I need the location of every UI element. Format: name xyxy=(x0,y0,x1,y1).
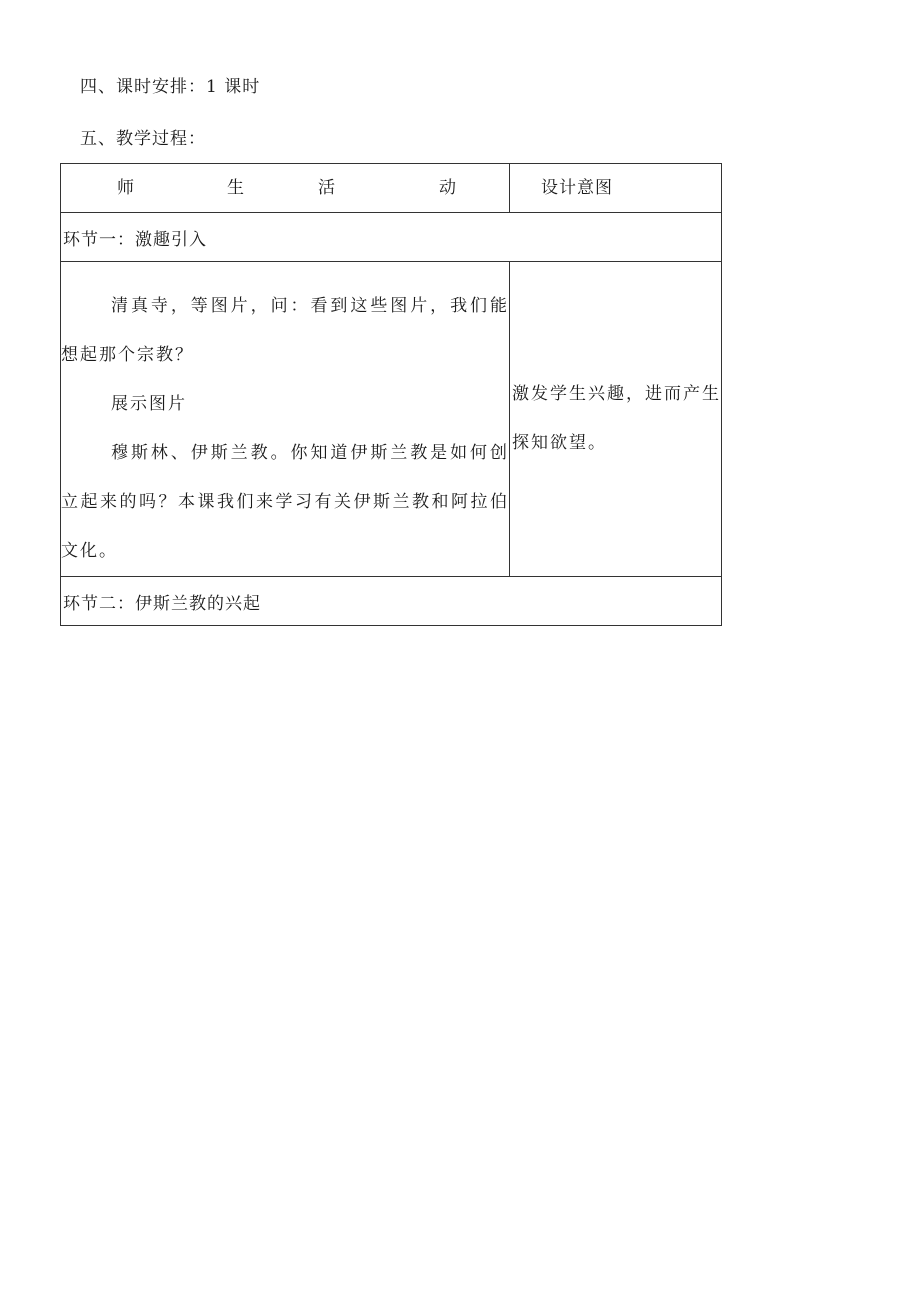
header-teacher-student-activity xyxy=(61,164,510,213)
header-design-intent-label: 设计意图 xyxy=(541,178,613,198)
stage1-activity-cell xyxy=(61,262,510,577)
activity-paragraph: 展示图片 xyxy=(111,394,187,414)
section-heading-lesson-time: 四、课时安排：1 课时 xyxy=(80,77,261,97)
header-design-intent xyxy=(510,164,722,213)
table-header-row xyxy=(61,164,722,213)
header-char: 师 xyxy=(117,178,134,198)
header-char: 生 xyxy=(227,178,244,198)
stage-row xyxy=(61,577,722,626)
stage-row xyxy=(61,213,722,262)
teaching-process-table xyxy=(60,163,722,626)
stage1-design-intent: 激发学生兴趣，进而产生探知欲望。 xyxy=(512,384,721,453)
activity-paragraph: 清真寺，等图片，问：看到这些图片，我们能想起那个宗教？ xyxy=(61,296,509,365)
stage1-content-row xyxy=(61,262,722,577)
stage1-title: 环节一：激趣引入 xyxy=(61,213,722,262)
activity-paragraph: 穆斯林、伊斯兰教。你知道伊斯兰教是如何创立起来的吗？本课我们来学习有关伊斯兰教和阿拉伯文化。 xyxy=(61,443,509,561)
section-heading-teaching-process: 五、教学过程： xyxy=(80,129,206,149)
stage2-title: 环节二：伊斯兰教的兴起 xyxy=(61,577,722,626)
stage1-design-cell xyxy=(510,262,722,577)
header-char: 动 xyxy=(439,178,456,198)
header-char: 活 xyxy=(318,178,335,198)
